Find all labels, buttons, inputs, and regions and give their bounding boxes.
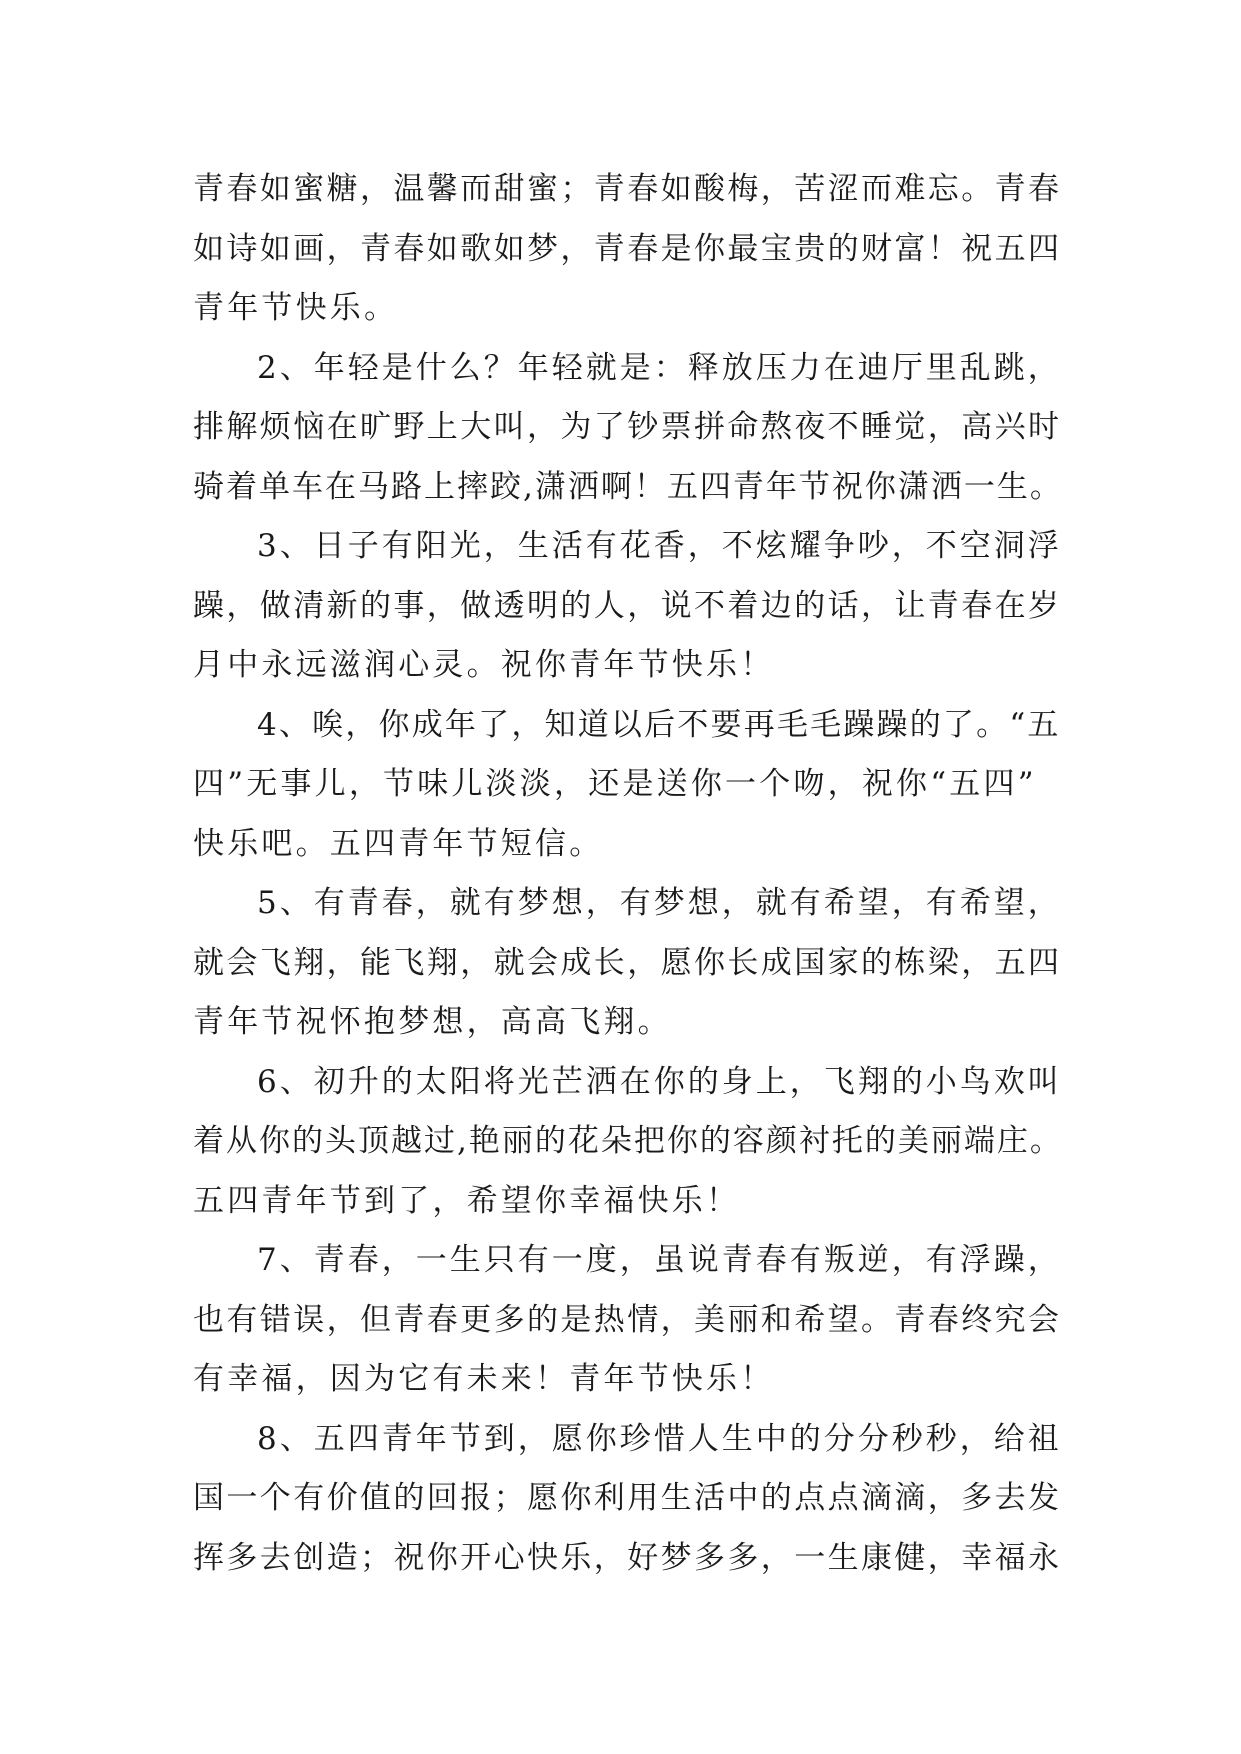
text-line: 青年节祝怀抱梦想，高高飞翔。 bbox=[193, 1004, 672, 1040]
text-line: 月中永远滋润心灵。祝你青年节快乐！ bbox=[193, 647, 775, 683]
document-body-text bbox=[193, 160, 1063, 1588]
text-line: 排解烦恼在旷野上大叫，为了钞票拼命熬夜不睡觉，高兴时 bbox=[193, 409, 1062, 445]
text-line: 3、日子有阳光，生活有花香，不炫耀争吵，不空洞浮 bbox=[257, 528, 1062, 564]
text-line: 也有错误，但青春更多的是热情，美丽和希望。青春终究会 bbox=[193, 1301, 1062, 1338]
text-line: 就会飞翔，能飞翔，就会成长，愿你长成国家的栋梁，五四 bbox=[193, 944, 1062, 981]
text-line: 5、有青春，就有梦想，有梦想，就有希望，有希望， bbox=[257, 885, 1062, 921]
text-line: 国一个有价值的回报；愿你利用生活中的点点滴滴，多去发 bbox=[193, 1480, 1062, 1516]
text-line: 6、初升的太阳将光芒洒在你的身上，飞翔的小鸟欢叫 bbox=[257, 1063, 1062, 1100]
text-line: 8、五四青年节到，愿你珍惜人生中的分分秒秒，给祖 bbox=[257, 1420, 1062, 1457]
text-line: 有幸福，因为它有未来！青年节快乐！ bbox=[193, 1361, 775, 1397]
text-line: 青年节快乐。 bbox=[193, 290, 399, 326]
text-line: 如诗如画，青春如歌如梦，青春是你最宝贵的财富！祝五四 bbox=[193, 230, 1062, 267]
text-line: 着从你的头顶越过,艳丽的花朵把你的容颜衬托的美丽端庄。 bbox=[193, 1123, 1063, 1159]
text-line: 骑着单车在马路上摔跤,潇洒啊！五四青年节祝你潇洒一生。 bbox=[193, 468, 1063, 505]
text-line: 7、青春，一生只有一度，虽说青春有叛逆，有浮躁， bbox=[257, 1242, 1062, 1278]
text-line: 4、唉，你成年了，知道以后不要再毛毛躁躁的了。“五 bbox=[257, 706, 1061, 743]
text-line: 四”无事儿，节味儿淡淡，还是送你一个吻，祝你“五四” bbox=[193, 766, 1037, 802]
text-line: 五四青年节到了，希望你幸福快乐！ bbox=[193, 1182, 741, 1219]
text-line: 青春如蜜糖，温馨而甜蜜；青春如酸梅，苦涩而难忘。青春 bbox=[193, 171, 1062, 207]
text-line: 2、年轻是什么？年轻就是：释放压力在迪厅里乱跳， bbox=[257, 349, 1062, 386]
text-line: 躁，做清新的事，做透明的人，说不着边的话，让青春在岁 bbox=[193, 587, 1062, 624]
text-line: 挥多去创造；祝你开心快乐，好梦多多，一生康健，幸福永 bbox=[193, 1539, 1062, 1576]
text-line: 快乐吧。五四青年节短信。 bbox=[193, 825, 604, 862]
